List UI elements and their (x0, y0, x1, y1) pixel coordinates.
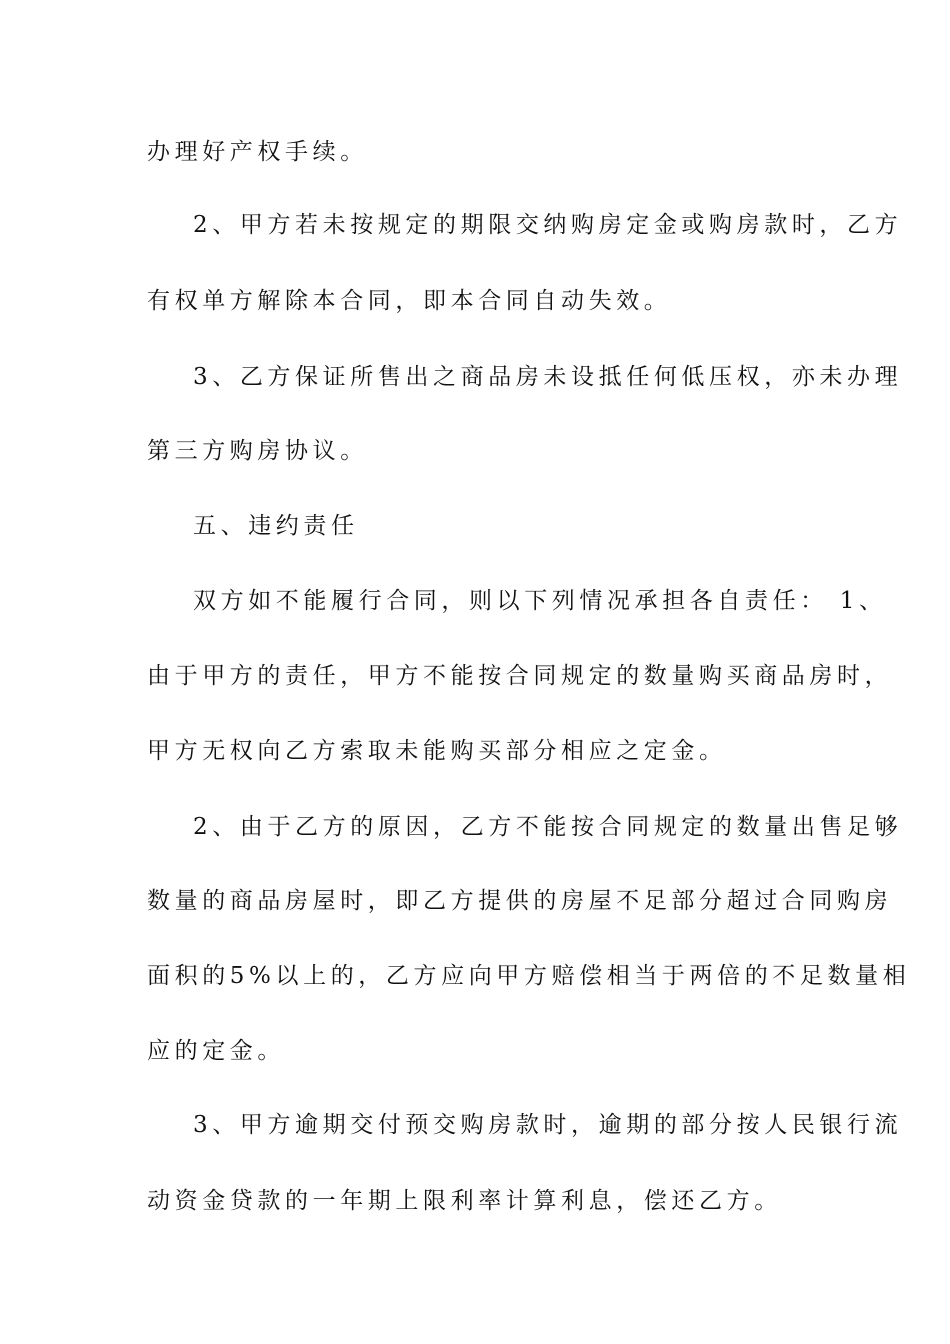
paragraph-line: 动资金贷款的一年期上限利率计算利息，偿还乙方。 (147, 1188, 782, 1214)
paragraph-line: 3、甲方逾期交付预交购房款时，逾期的部分按人民银行流 (193, 1112, 903, 1138)
paragraph-line: 第三方购房协议。 (147, 438, 368, 464)
paragraph-line: 3、乙方保证所售出之商品房未设抵任何低压权，亦未办理 (193, 364, 903, 390)
section-heading: 五、违约责任 (193, 513, 359, 539)
paragraph-line: 2、甲方若未按规定的期限交纳购房定金或购房款时，乙方 (193, 212, 903, 238)
paragraph-line: 由于甲方的责任，甲方不能按合同规定的数量购买商品房时， (147, 663, 893, 689)
paragraph-line: 应的定金。 (147, 1038, 285, 1064)
paragraph-line: 数量的商品房屋时，即乙方提供的房屋不足部分超过合同购房 (147, 888, 893, 914)
paragraph-line: 双方如不能履行合同，则以下列情况承担各自责任： 1、 (193, 588, 887, 614)
paragraph-line: 面积的5%以上的，乙方应向甲方赔偿相当于两倍的不足数量相 (147, 963, 911, 989)
paragraph-line: 有权单方解除本合同，即本合同自动失效。 (147, 288, 672, 314)
paragraph-line: 2、由于乙方的原因，乙方不能按合同规定的数量出售足够 (193, 814, 903, 840)
paragraph-line: 办理好产权手续。 (147, 139, 368, 165)
paragraph-line: 甲方无权向乙方索取未能购买部分相应之定金。 (147, 738, 727, 764)
